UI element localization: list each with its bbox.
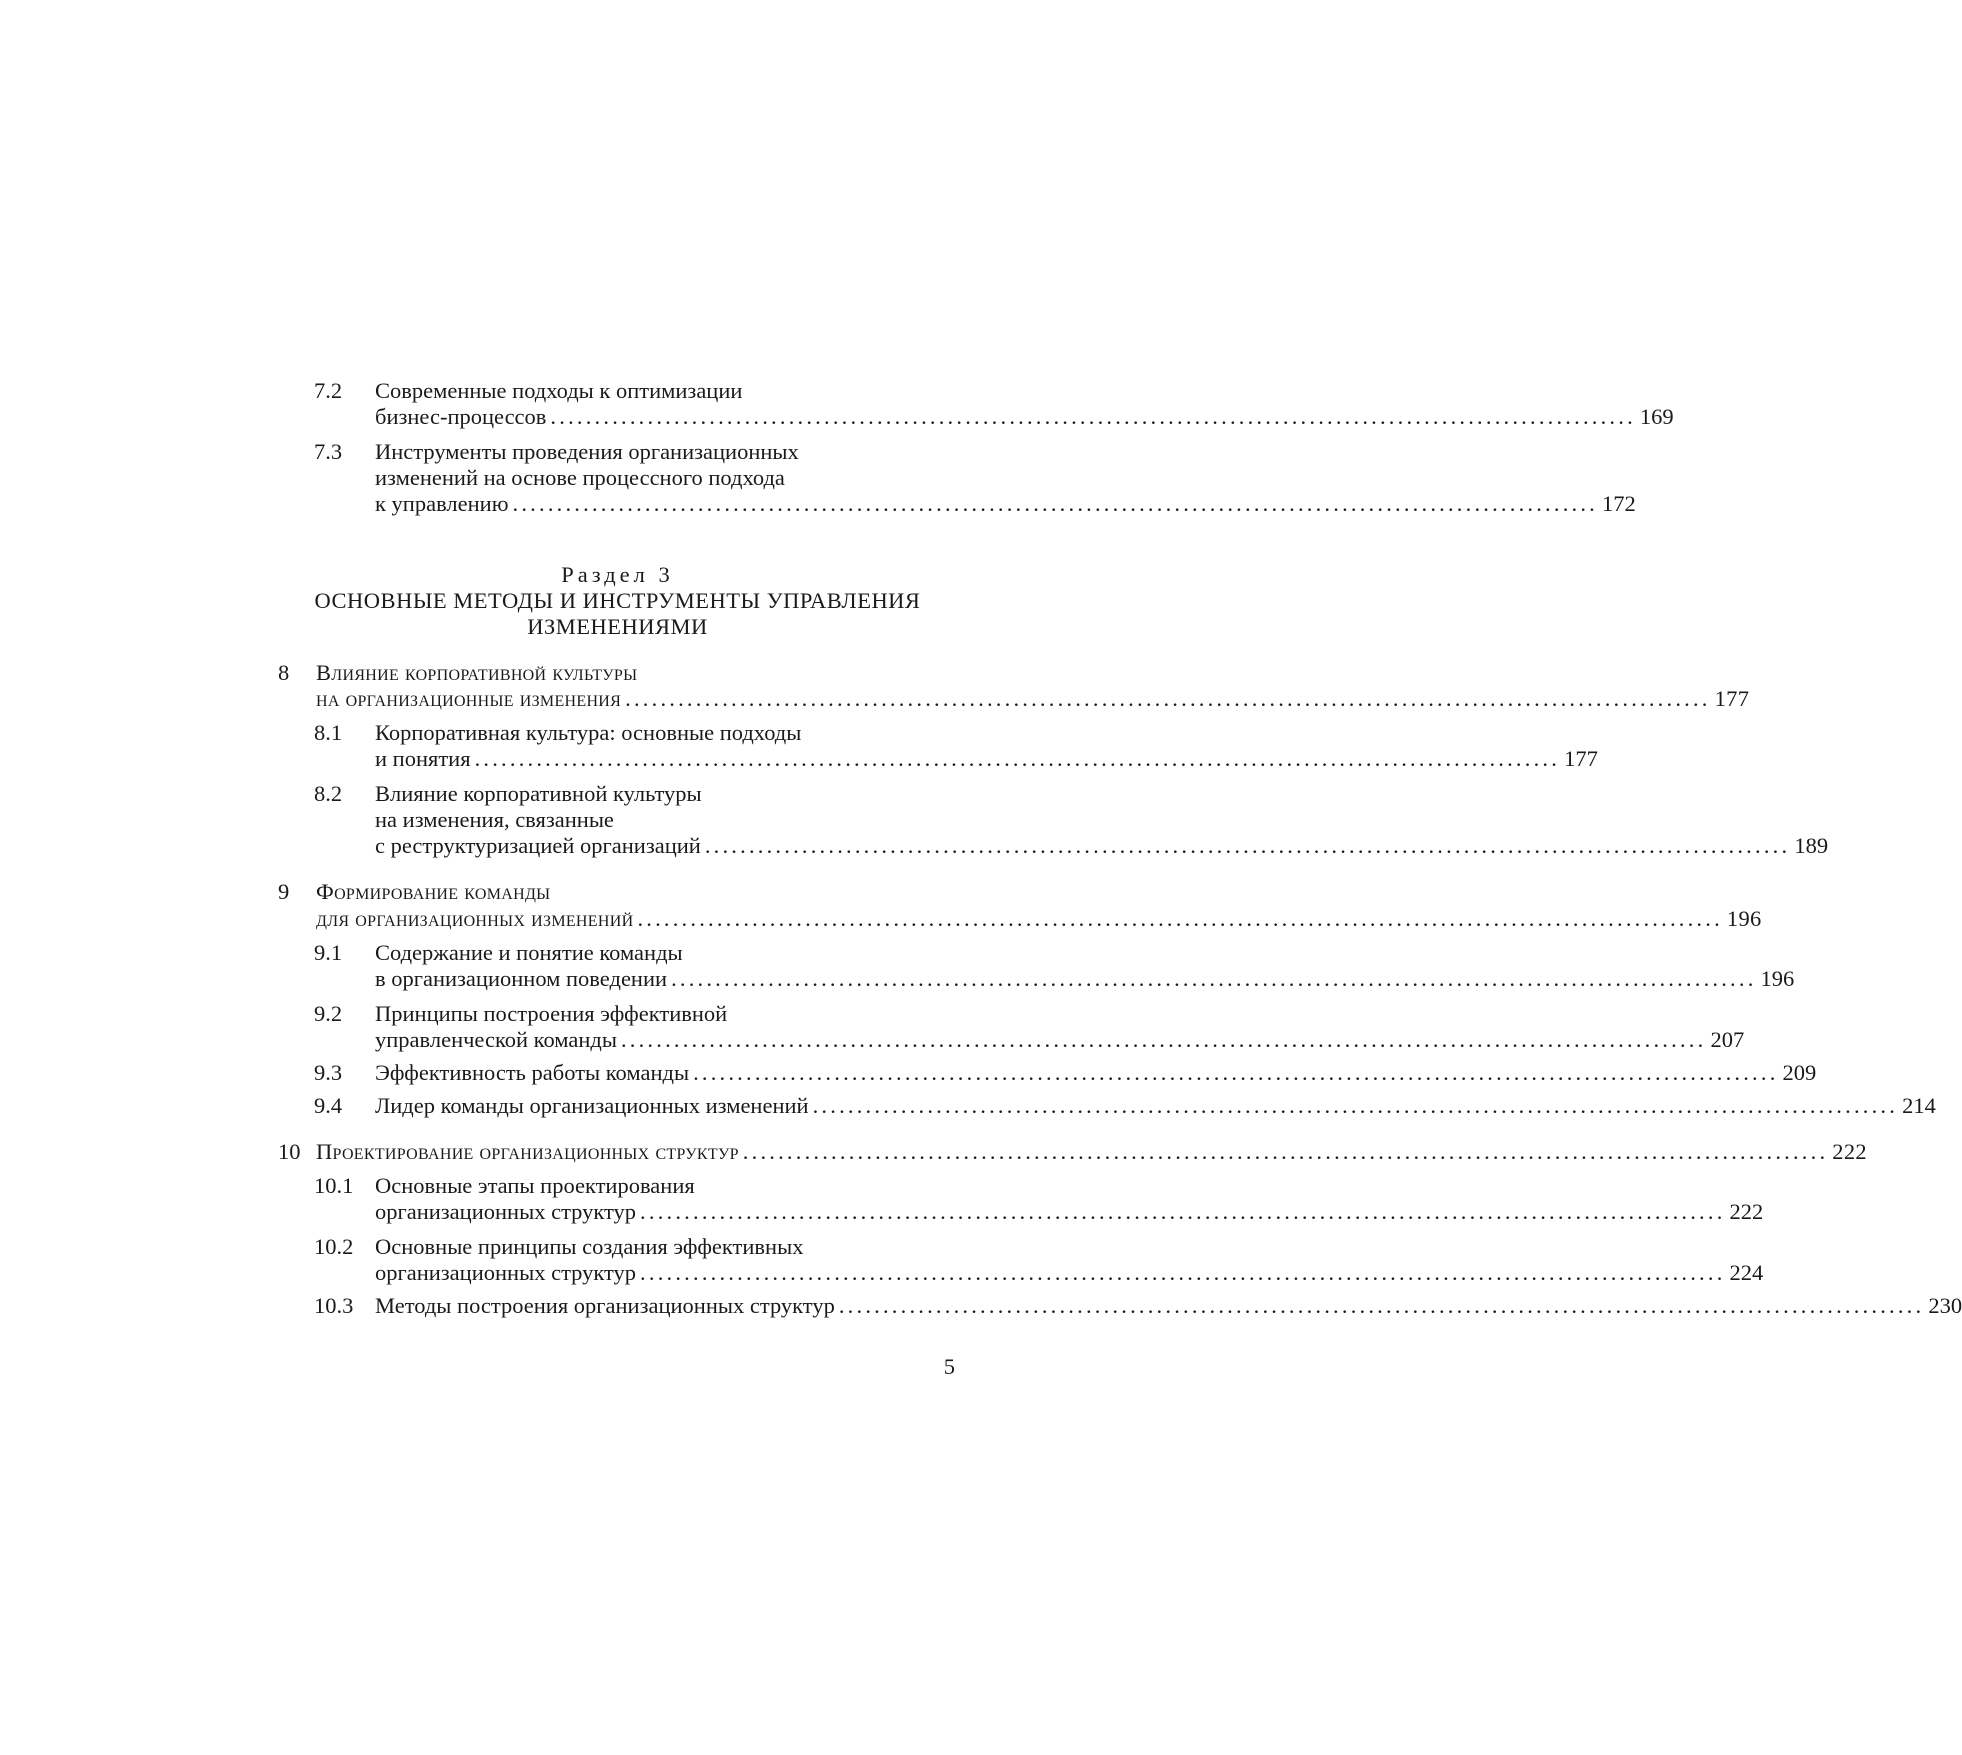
entry-number: 8.2 (314, 781, 343, 806)
page-number: 209 (1782, 1060, 1817, 1085)
dot-leader: ........................................................................................................................... (512, 491, 1599, 516)
chapter-title-line: Проектирование организационных структур (316, 1139, 739, 1164)
entry-leader-line (375, 744, 1598, 774)
entry-leader-line (375, 402, 1674, 432)
entry-title-line: на изменения, связанные (375, 807, 614, 832)
page-number: 172 (1602, 491, 1636, 516)
entry-number: 9.1 (314, 940, 343, 965)
page-number: 196 (1760, 966, 1795, 991)
page-number: 230 (1928, 1293, 1962, 1318)
entry-title-line: Содержание и понятие команды (375, 940, 683, 965)
chapter-title-line: для организационных изменений (316, 906, 634, 931)
entry-title-line: Влияние корпоративной культуры (375, 781, 702, 806)
entry-number: 7.3 (314, 439, 343, 464)
page-number: 224 (1729, 1260, 1764, 1285)
dot-leader: ........................................................................................................................... (620, 1027, 1707, 1052)
entry-number: 8.1 (314, 720, 343, 745)
chapter-title-line: Влияние корпоративной культуры (316, 660, 638, 685)
entry-title-line: в организационном поведении (375, 966, 668, 991)
entry-leader-line (375, 964, 1795, 994)
entry-title-line: Инструменты проведения организационных (375, 439, 799, 464)
entry-title-line: и понятия (375, 746, 471, 771)
entry-title-line: управленческой команды (375, 1027, 617, 1052)
chapter-number: 9 (278, 879, 290, 904)
entry-leader-line (375, 1091, 1936, 1121)
entry-leader-line (316, 684, 1750, 714)
section-title-line: ИЗМЕНЕНИЯМИ (527, 614, 708, 639)
dot-leader: ........................................................................................................................... (742, 1139, 1829, 1164)
page-number: 177 (1714, 686, 1750, 711)
entry-leader-line (375, 1258, 1764, 1288)
entry-title-line: Эффективность работы команды (375, 1060, 690, 1085)
entry-leader-line (375, 831, 1829, 861)
entry-title-line: Лидер команды организационных изменений (375, 1093, 809, 1118)
page-number: 169 (1639, 404, 1674, 429)
dot-leader: ........................................................................................................................... (693, 1060, 1779, 1085)
entry-title-line: к управлению (375, 491, 509, 516)
entry-number: 7.2 (314, 378, 343, 403)
section-label: Раздел 3 (561, 562, 674, 587)
page-number: 177 (1564, 746, 1598, 771)
page-number: 189 (1794, 833, 1829, 858)
entry-title-line: Современные подходы к оптимизации (375, 378, 743, 403)
chapter-title-line: на организационные изменения (316, 686, 622, 711)
entry-leader-line (375, 1197, 1764, 1227)
dot-leader: ........................................................................................................................... (838, 1293, 1925, 1318)
entry-title-line: Основные принципы создания эффективных (375, 1234, 804, 1259)
chapter-number: 10 (278, 1139, 301, 1164)
dot-leader: ........................................................................................................................... (550, 404, 1636, 429)
dot-leader: ........................................................................................................................... (704, 833, 1791, 858)
entry-number: 10.2 (314, 1234, 354, 1259)
page-number: 207 (1710, 1027, 1745, 1052)
entry-leader-line (375, 1058, 1817, 1088)
dot-leader: ........................................................................................................................... (812, 1093, 1899, 1118)
page-number: 214 (1902, 1093, 1936, 1118)
entry-title-line: организационных структур (375, 1260, 637, 1285)
entry-number: 10.3 (314, 1293, 354, 1318)
entry-title-line: Методы построения организационных структур (375, 1293, 835, 1318)
entry-title-line: изменений на основе процессного подхода (375, 465, 785, 490)
entry-title-line: Корпоративная культура: основные подходы (375, 720, 802, 745)
entry-number: 10.1 (314, 1173, 354, 1198)
dot-leader: ........................................................................................................................... (640, 1199, 1726, 1224)
entry-number: 9.4 (314, 1093, 343, 1118)
dot-leader: ........................................................................................................................... (625, 686, 1711, 711)
dot-leader: ........................................................................................................................... (640, 1260, 1726, 1285)
entry-title-line: бизнес-процессов (375, 404, 547, 429)
entry-title-line: Основные этапы проектирования (375, 1173, 695, 1198)
page-number: 196 (1726, 906, 1762, 931)
entry-title-line: с реструктуризацией организаций (375, 833, 701, 858)
entry-number: 9.2 (314, 1001, 343, 1026)
entry-title-line: организационных структур (375, 1199, 637, 1224)
chapter-title-line: Формирование команды (316, 879, 551, 904)
entry-leader-line (375, 1025, 1745, 1055)
entry-leader-line (375, 1291, 1962, 1321)
entry-leader-line (316, 1137, 1867, 1167)
chapter-number: 8 (278, 660, 290, 685)
dot-leader: ........................................................................................................................... (474, 746, 1561, 771)
section-title-line: ОСНОВНЫЕ МЕТОДЫ И ИНСТРУМЕНТЫ УПРАВЛЕНИЯ (314, 588, 921, 613)
entry-title-line: Принципы построения эффективной (375, 1001, 728, 1026)
entry-leader-line (316, 904, 1762, 934)
entry-number: 9.3 (314, 1060, 343, 1085)
folio-page-number: 5 (943, 1354, 955, 1379)
dot-leader: ........................................................................................................................... (671, 966, 1757, 991)
entry-leader-line (375, 489, 1636, 519)
page-number: 222 (1832, 1139, 1867, 1164)
dot-leader: ........................................................................................................................... (637, 906, 1723, 931)
page-number: 222 (1729, 1199, 1764, 1224)
